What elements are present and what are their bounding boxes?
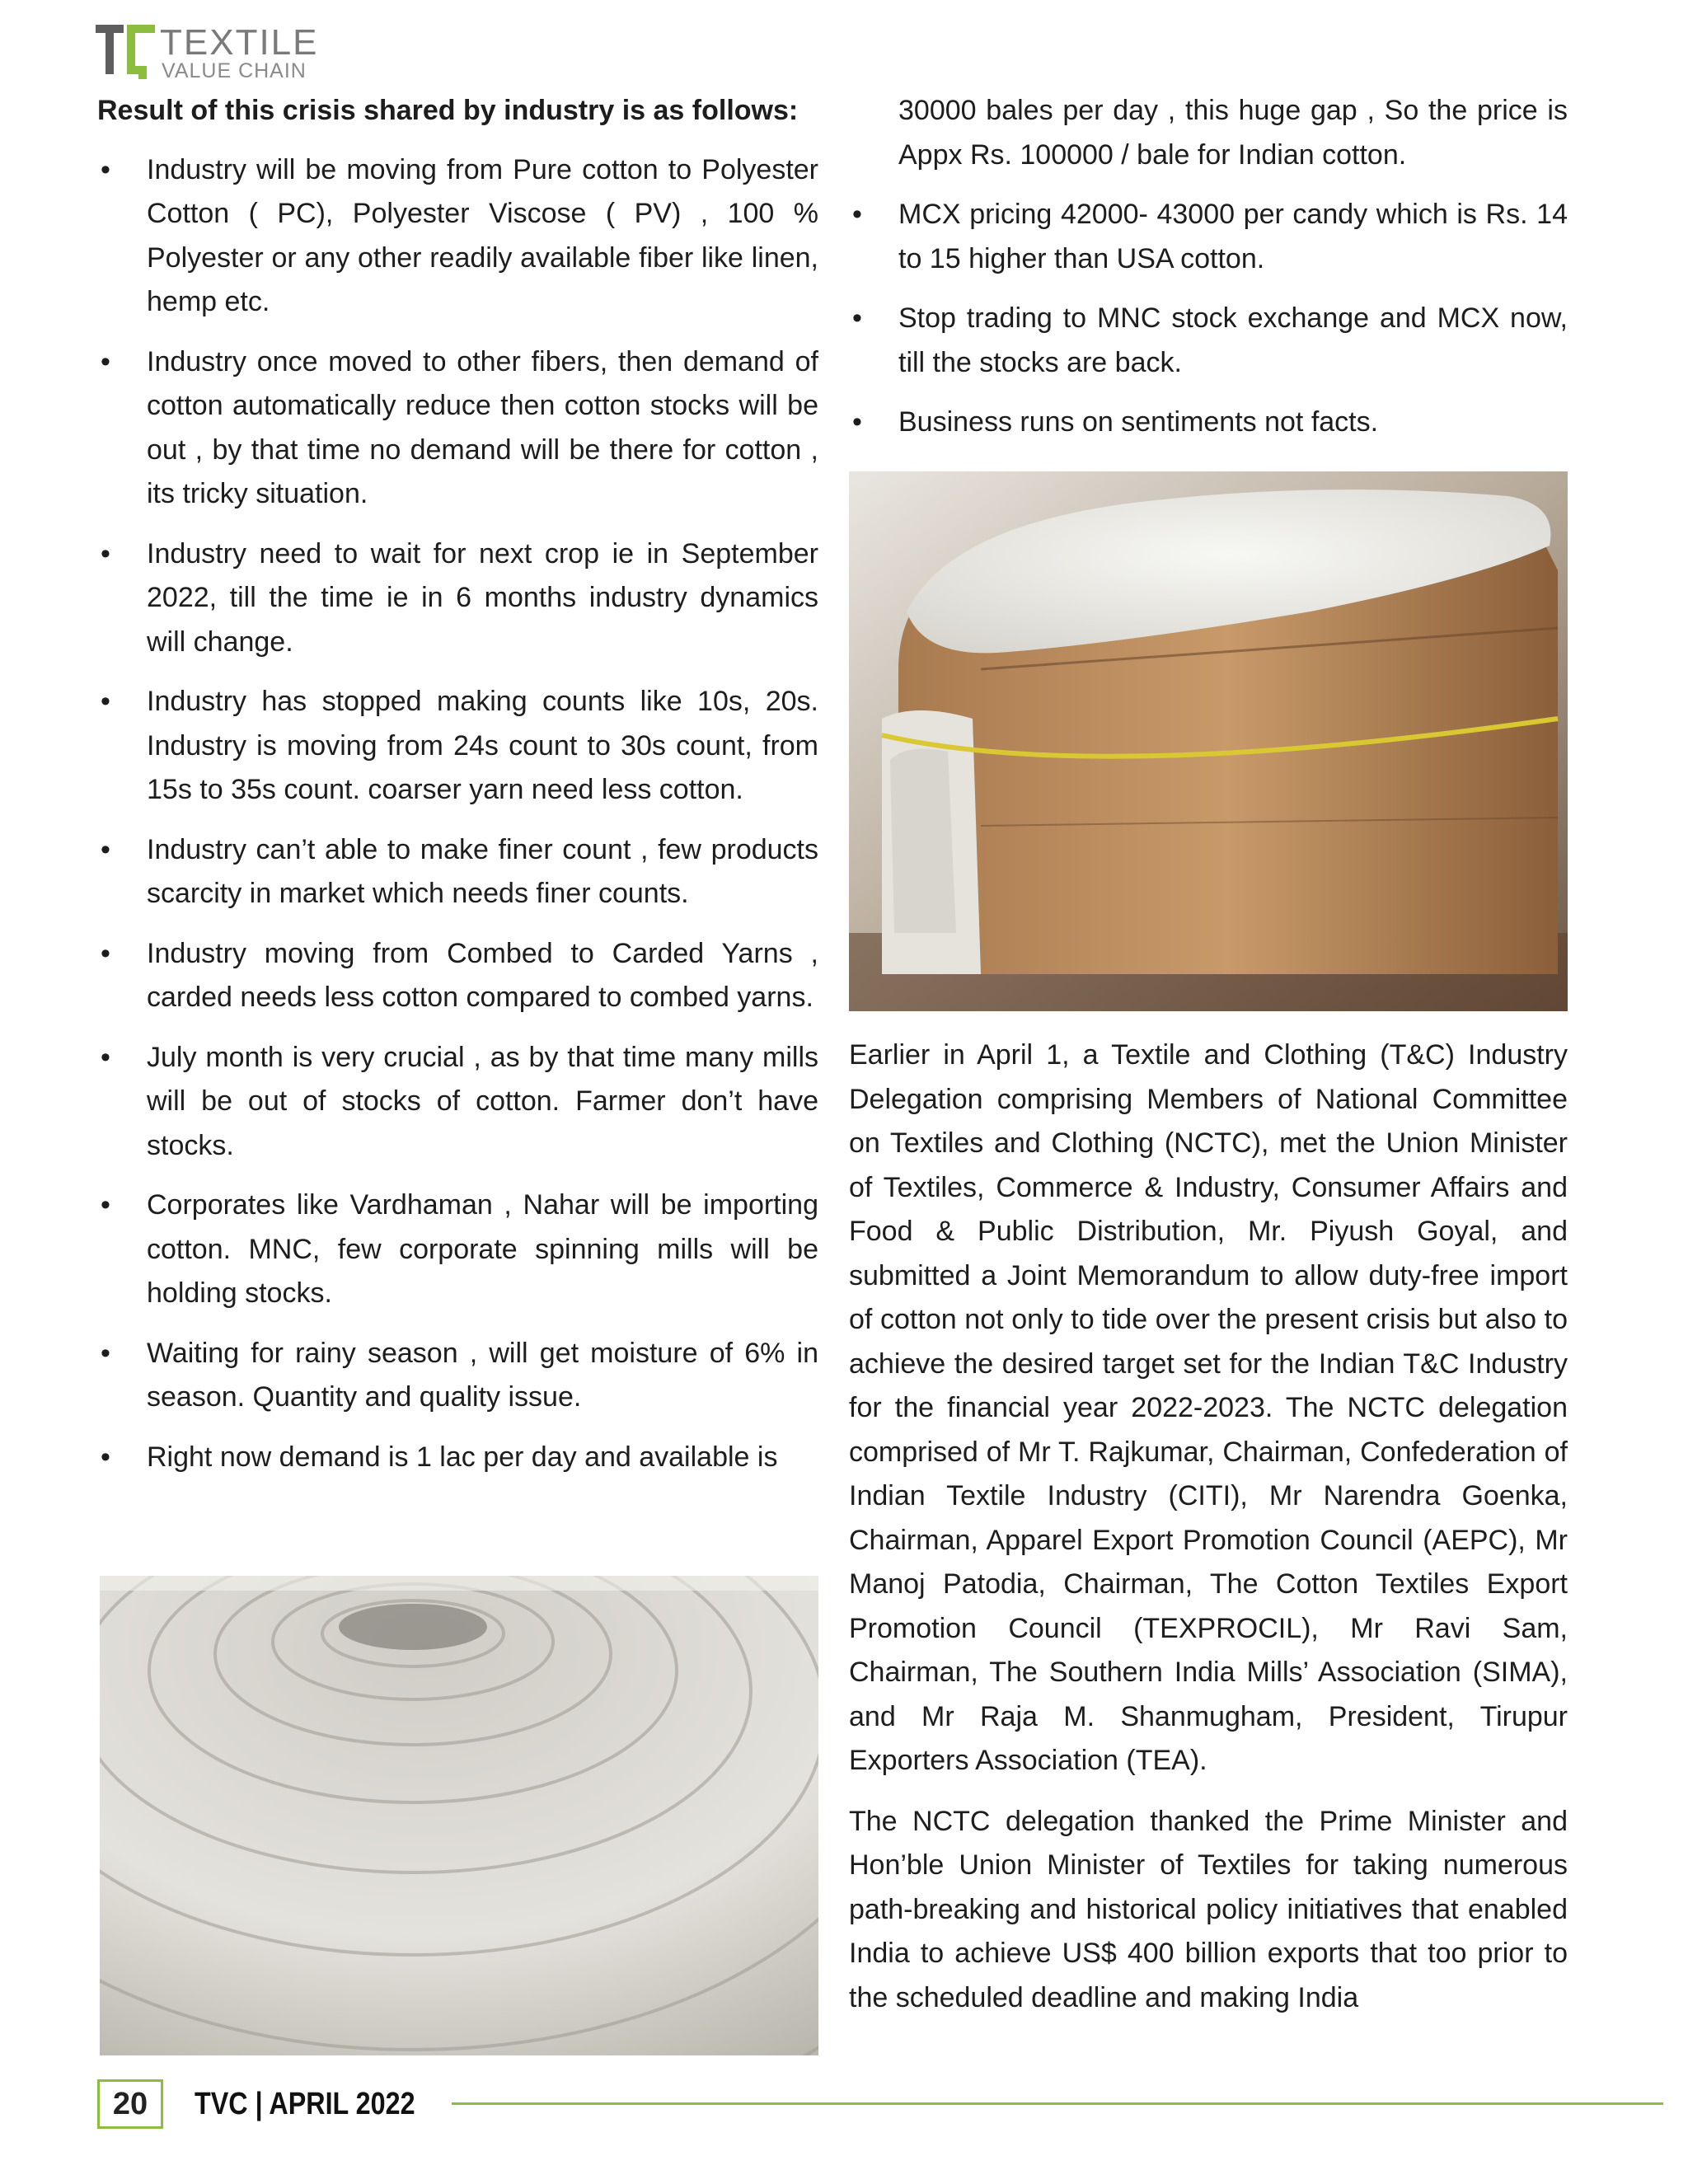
cotton-sliver-image-icon [100, 1576, 818, 2055]
body-paragraph: The NCTC delegation thanked the Prime Minister and Hon’ble Union Minister of Textiles for taking numerous path-breaking and historical policy initiatives that enabled India to achieve US$ 400 billion exports that too prior to the scheduled deadline and making India [849, 1805, 1568, 2013]
cotton-bale-image-icon [849, 471, 1568, 1011]
section-heading: Result of this crisis shared by industry is as follows: [97, 95, 799, 126]
logo-subtitle: VALUE CHAIN [162, 59, 307, 82]
logo-title: TEXTILE [160, 22, 319, 63]
list-item: • Industry moving from Combed to Carded Yarns , carded needs less cotton compared to combed yarns. [97, 932, 818, 1020]
list-item: • Right now demand is 1 lac per day and available is [97, 1436, 818, 1480]
list-item: • Industry can’t able to make finer count , few products scarcity in market which needs finer counts. [97, 828, 818, 916]
list-item: • Industry will be moving from Pure cotton to Polyester Cotton ( PC), Polyester Viscose ( PV) , 100 % Polyester or any other readily available fiber like linen, hemp etc. [97, 148, 818, 325]
list-item: • Business runs on sentiments not facts. [849, 401, 1568, 445]
left-column [97, 89, 818, 1495]
footer-divider [452, 2102, 1663, 2105]
list-item: • Industry need to wait for next crop ie in September 2022, till the time ie in 6 months industry dynamics will change. [97, 532, 818, 665]
issue-label: TVC | APRIL 2022 [195, 2087, 415, 2121]
publication-logo [96, 23, 335, 81]
bullet-continuation: 30000 bales per day , this huge gap , So the price is Appx Rs. 100000 / bale for Indian cotton. [898, 95, 1568, 171]
list-item: • MCX pricing 42000- 43000 per candy which is Rs. 14 to 15 higher than USA cotton. [849, 193, 1568, 281]
list-item: • Waiting for rainy season , will get moisture of 6% in season. Quantity and quality issue. [97, 1332, 818, 1420]
list-item: • Industry has stopped making counts like 10s, 20s. Industry is moving from 24s count to 30s count, from 15s to 35s count. coarser yarn need less cotton. [97, 680, 818, 813]
list-item: • July month is very crucial , as by that time many mills will be out of stocks of cotton. Farmer don’t have stocks. [97, 1036, 818, 1169]
bullet-list-right [849, 193, 1568, 445]
list-item: • Corporates like Vardhaman , Nahar will be importing cotton. MNC, few corporate spinning mills will be holding stocks. [97, 1183, 818, 1316]
right-column [849, 89, 1568, 461]
tvc-logo-icon [96, 23, 155, 81]
cotton-bale-photo [849, 471, 1568, 1011]
cotton-sliver-photo [100, 1576, 818, 2055]
list-item: • Industry once moved to other fibers, then demand of cotton automatically reduce then cotton stocks will be out , by that time no demand will be there for cotton , its tricky situation. [97, 340, 818, 517]
page-number: 20 [97, 2079, 163, 2129]
body-paragraph: Earlier in April 1, a Textile and Clothing (T&C) Industry Delegation comprising Members of National Committee on Textiles and Clothing (NCTC), met the Union Minister of Textiles, Commerce & Industry, Consumer Affairs and Food & Public Distribution, Mr. Piyush Goyal, and submitted a Joint Memorandum to allow duty-free import of cotton not only to tide over the present crisis but also to achieve the desired target set for the Indian T&C Industry for the financial year 2022-2023. The NCTC delegation comprised of Mr T. Rajkumar, Chairman, Confederation of Indian Textile Industry (CITI), Mr Narendra Goenka, Chairman, Apparel Export Promotion Council (AEPC), Mr Manoj Patodia, Chairman, The Cotton Textiles Export Promotion Council (TEXPROCIL), Mr Ravi Sam, Chairman, The Southern India Mills’ Association (SIMA), and Mr Raja M. Shanmugham, President, Tirupur Exporters Association (TEA). [849, 1039, 1568, 1776]
list-item: • Stop trading to MNC stock exchange and MCX now, till the stocks are back. [849, 297, 1568, 385]
bullet-list-left [97, 148, 818, 1480]
right-column-body [849, 1033, 1568, 2036]
